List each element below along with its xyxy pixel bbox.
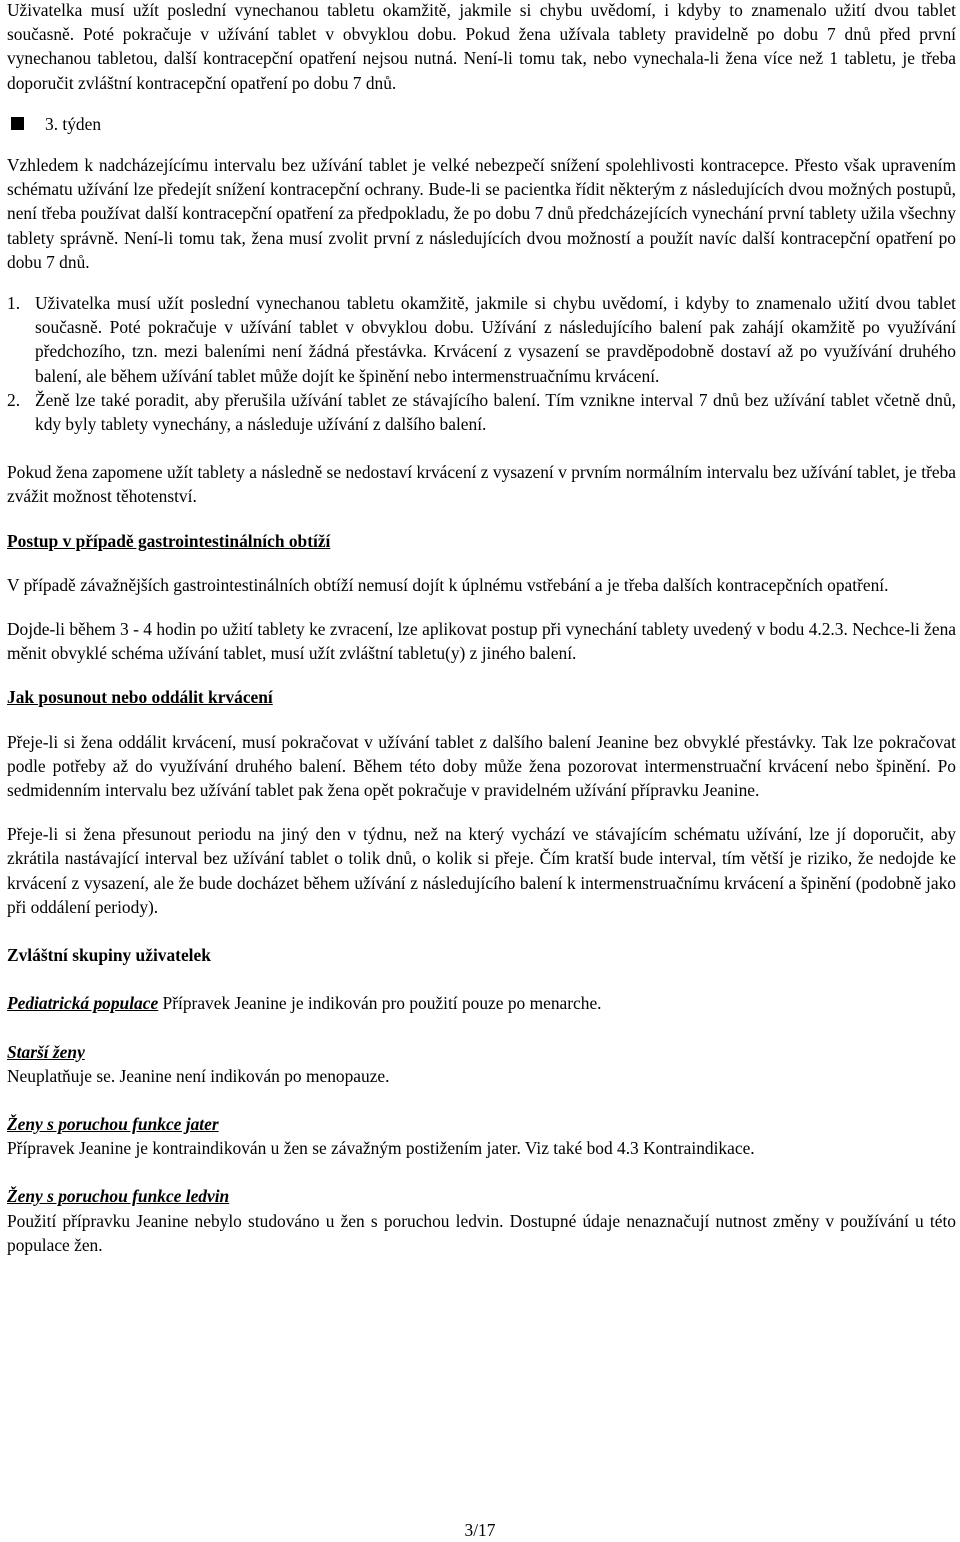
section-heading-gastro: Postup v případě gastrointestinálních obtíží (7, 530, 331, 551)
list-item-number: 2. (7, 389, 21, 410)
kidney-label: Ženy s poruchou funkce ledvin (7, 1186, 230, 1207)
liver-label: Ženy s poruchou funkce jater (7, 1113, 219, 1134)
document-page (7, 0, 956, 1257)
gastro-paragraph-1: V případě závažnějších gastrointestinálních obtíží nemusí dojít k úplnému vstřebání a je třeba dalších kontracepčních opatření. (7, 574, 889, 595)
week-3-heading-text: 3. týden (45, 113, 102, 134)
pediatric-text: Přípravek Jeanine je indikován pro použití pouze po menarche. (158, 993, 602, 1014)
list-item (7, 291, 956, 388)
pediatric-label: Pediatrická populace (7, 993, 159, 1014)
kidney-text: Použití přípravku Jeanine nebylo studováno u žen s poruchou ledvin. Dostupné údaje nenaznačují nutnost změny v používání u této populace žen. (7, 1210, 956, 1255)
shift-paragraph-2: Přeje-li si žena přesunout periodu na jiný den v týdnu, než na který vychází ve stávajícím schématu užívání, lze jí doporučit, aby zkrátila nastávající interval bez užívání tablet o tolik dnů, o kolik si přeje. Čím kratší bude interval, tím větší je riziko, že nedojde ke krvácení z vysazení, ale že bude docházet během užívání z následujícího balení k intermenstruačnímu krvácení a špinění (podobně jako při oddálení periody). (7, 824, 956, 917)
list-item-number: 1. (7, 293, 21, 314)
week-3-heading (7, 112, 956, 136)
shift-paragraph-1: Přeje-li si žena oddálit krvácení, musí pokračovat v užívání tablet z dalšího balení Jeanine bez obvyklé přestávky. Tak lze pokračovat podle potřeby až do využívání druhého balení. Během této doby může žena pozorovat intermenstruační krvácení nebo špinění. Po sedmidenním intervalu bez užívání tablet pak žena opět pokračuje v pravidelném užívání přípravku Jeanine. (7, 731, 956, 801)
list-item-text: Ženě lze také poradit, aby přerušila užívání tablet ze stávajícího balení. Tím vznikne interval 7 dnů bez užívání tablet včetně dnů, kdy byly tablety vynechány, a následuje užívání z dalšího balení. (35, 389, 956, 435)
elderly-text: Neuplatňuje se. Jeanine není indikován po menopauze. (7, 1065, 390, 1086)
section-heading-groups: Zvláštní skupiny uživatelek (7, 945, 211, 966)
liver-text: Přípravek Jeanine je kontraindikován u žen se závažným postižením jater. Viz také bod 4.3 Kontraindikace. (7, 1138, 755, 1159)
week-3-paragraph: Vzhledem k nadcházejícímu intervalu bez užívání tablet je velké nebezpečí snížení spolehlivosti kontracepce. Přesto však upravením schématu užívání lze předejít snížení kontracepční ochrany. Bude-li se pacientka řídit některým z následujících dvou možných postupů, není třeba používat další kontracepční opatření za předpokladu, že po dobu 7 dnů předcházejících vynechání první tablety užila všechny tablety správně. Není-li tomu tak, žena musí zvolit první z následujících dvou možností a použít navíc další kontracepční opatření po dobu 7 dnů. (7, 155, 956, 272)
elderly-label: Starší ženy (7, 1041, 85, 1062)
list-item (7, 388, 956, 436)
square-bullet-icon (11, 117, 24, 130)
pregnancy-paragraph: Pokud žena zapomene užít tablety a následně se nedostaví krvácení z vysazení v prvním normálním intervalu bez užívání tablet, je třeba zvážit možnost těhotenství. (7, 462, 956, 507)
intro-paragraph: Uživatelka musí užít poslední vynechanou tabletu okamžitě, jakmile si chybu uvědomí, i kdyby to znamenalo užití dvou tablet současně. Poté pokračuje v užívání tablet v obvyklou dobu. Pokud žena užívala tablety pravidelně po dobu 7 dnů před první vynechanou tabletou, další kontracepční opatření nejsou nutná. Není-li tomu tak, nebo vynechala-li žena více než 1 tabletu, je třeba doporučit zvláštní kontracepční opatření po dobu 7 dnů. (7, 0, 956, 93)
pediatric-paragraph (7, 991, 956, 1015)
page-number: 3/17 (464, 1520, 496, 1540)
gastro-paragraph-2: Dojde-li během 3 - 4 hodin po užití tablety ke zvracení, lze aplikovat postup při vynechání tablety uvedený v bodu 4.2.3. Nechce-li žena měnit obvyklé schéma užívání tablet, musí užít zvláštní tabletu(y) z jiného balení. (7, 619, 956, 664)
section-heading-shift: Jak posunout nebo oddálit krvácení (7, 687, 273, 708)
list-item-text: Uživatelka musí užít poslední vynechanou tabletu okamžitě, jakmile si chybu uvědomí, i kdyby to znamenalo užití dvou tablet současně. Poté pokračuje v užívání tablet v obvyklou dobu. Užívání z následujícího balení pak zahájí okamžitě po využívání předchozího, tzn. mezi baleními není žádná přestávka. Krvácení z vysazení se pravděpodobně dostaví až po využívání druhého balení, ale během užívání tablet může dojít ke špinění nebo intermenstruačnímu krvácení. (35, 293, 956, 386)
